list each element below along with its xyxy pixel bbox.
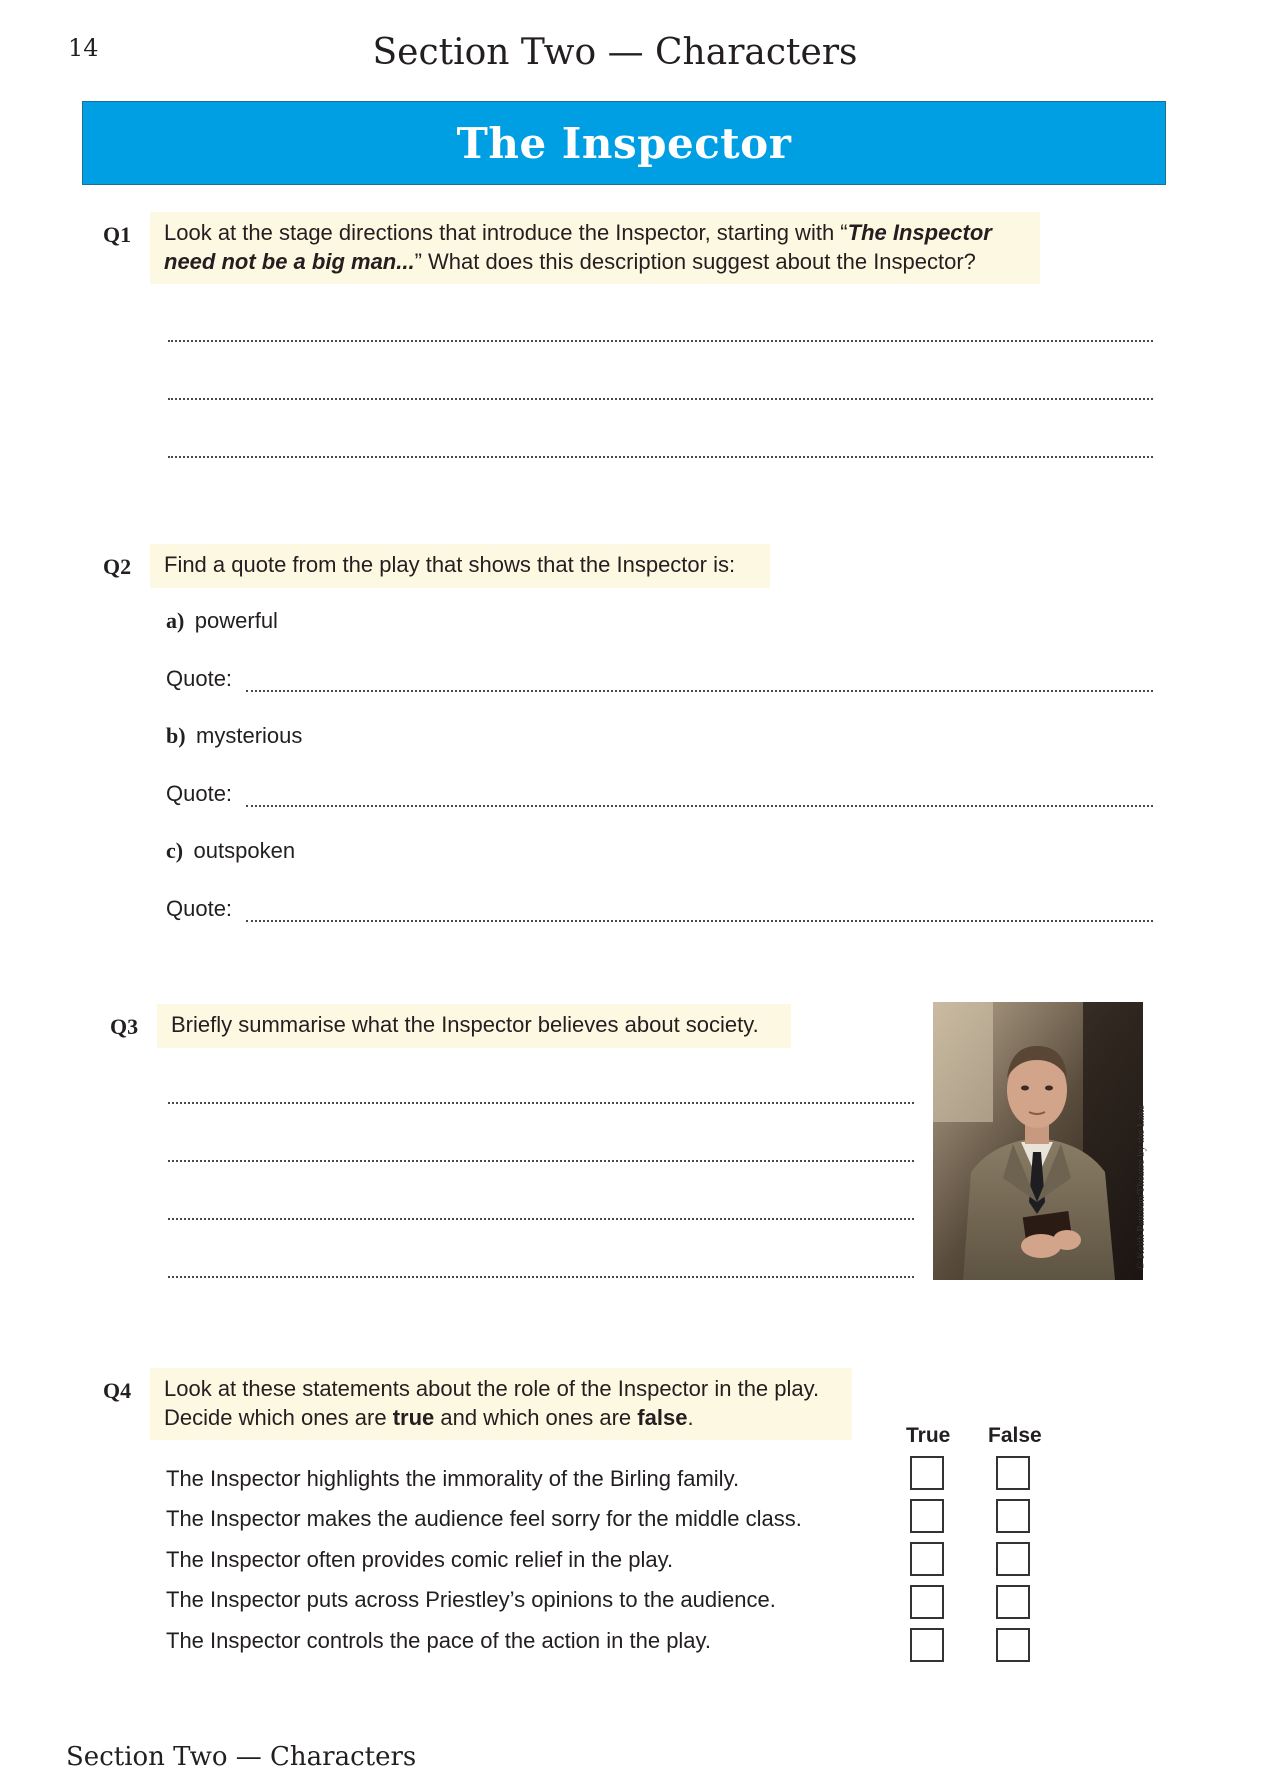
statement-2-true-checkbox[interactable] xyxy=(910,1499,944,1533)
banner-title: The Inspector xyxy=(456,118,792,168)
statement-3-true-checkbox[interactable] xyxy=(910,1542,944,1576)
q2-quote-line-c[interactable] xyxy=(246,920,1153,922)
statement-5-false-checkbox[interactable] xyxy=(996,1628,1030,1662)
q1-label: Q1 xyxy=(103,222,132,247)
q2-option-c-letter: c) xyxy=(166,838,184,863)
q2-option-c-text: outspoken xyxy=(193,838,296,863)
q1-text-emph: The Inspector need not be a big man... xyxy=(164,220,992,274)
page-header-title: Section Two — Characters xyxy=(372,32,858,73)
q3-label: Q3 xyxy=(110,1014,139,1039)
q4-text-line1: Look at these statements about the role of the Inspector in the play. xyxy=(164,1376,820,1401)
q1-text-part1: Look at the stage directions that introduce the Inspector, starting with “ xyxy=(164,220,848,245)
q4-question-box xyxy=(150,1368,852,1440)
photo-credit: © Keith Pattison/Theatre by the Lake xyxy=(1135,1104,1147,1270)
q2-option-a-letter: a) xyxy=(166,608,185,633)
statement-1-false-checkbox[interactable] xyxy=(996,1456,1030,1490)
q2-quote-label-c: Quote: xyxy=(166,896,233,921)
q2-quote-line-a[interactable] xyxy=(246,690,1153,692)
q2-quote-label-b: Quote: xyxy=(166,781,233,806)
q3-text: Briefly summarise what the Inspector believes about society. xyxy=(171,1012,759,1037)
statement-3: The Inspector often provides comic relief in the play. xyxy=(166,1547,674,1572)
inspector-photo xyxy=(933,1002,1143,1280)
q3-answer-line-3[interactable] xyxy=(168,1218,914,1220)
q2-quote-line-b[interactable] xyxy=(246,805,1153,807)
statement-1: The Inspector highlights the immorality of the Birling family. xyxy=(166,1466,740,1491)
q2-option-a xyxy=(166,608,278,634)
q4-label: Q4 xyxy=(103,1378,132,1403)
q3-answer-line-2[interactable] xyxy=(168,1160,914,1162)
statement-3-false-checkbox[interactable] xyxy=(996,1542,1030,1576)
q2-quote-label-a: Quote: xyxy=(166,666,233,691)
q2-text: Find a quote from the play that shows that the Inspector is: xyxy=(164,552,736,577)
q4-false-word: false xyxy=(637,1405,688,1430)
q3-answer-line-1[interactable] xyxy=(168,1102,914,1104)
statement-4-false-checkbox[interactable] xyxy=(996,1585,1030,1619)
q1-answer-line-3[interactable] xyxy=(168,456,1153,458)
statement-4-true-checkbox[interactable] xyxy=(910,1585,944,1619)
statement-2-false-checkbox[interactable] xyxy=(996,1499,1030,1533)
statement-4: The Inspector puts across Priestley’s opinions to the audience. xyxy=(166,1587,776,1612)
q2-option-b xyxy=(166,723,302,749)
q4-true-word: true xyxy=(392,1405,435,1430)
q2-question-box xyxy=(150,544,770,588)
q1-question-box xyxy=(150,212,1040,284)
q1-text-part2: ” What does this description suggest about the Inspector? xyxy=(414,249,976,274)
q2-option-b-letter: b) xyxy=(166,723,186,748)
inspector-photo-svg xyxy=(933,1002,1143,1280)
q1-answer-line-2[interactable] xyxy=(168,398,1153,400)
q2-label: Q2 xyxy=(103,554,132,579)
q2-option-a-text: powerful xyxy=(194,608,278,633)
statement-5-true-checkbox[interactable] xyxy=(910,1628,944,1662)
q3-question-box xyxy=(157,1004,791,1048)
q2-option-c xyxy=(166,838,295,864)
statement-5: The Inspector controls the pace of the action in the play. xyxy=(166,1628,712,1653)
q2-option-b-text: mysterious xyxy=(196,723,303,748)
q3-answer-line-4[interactable] xyxy=(168,1276,914,1278)
title-banner xyxy=(82,101,1166,185)
q4-text-line2: Decide which ones are true and which ones are false. xyxy=(164,1405,694,1430)
statement-1-true-checkbox[interactable] xyxy=(910,1456,944,1490)
q1-answer-line-1[interactable] xyxy=(168,340,1153,342)
page-number: 14 xyxy=(68,34,99,62)
page-footer: Section Two — Characters xyxy=(66,1742,417,1772)
statement-2: The Inspector makes the audience feel sorry for the middle class. xyxy=(166,1506,802,1531)
false-column-header: False xyxy=(988,1424,1042,1447)
true-column-header: True xyxy=(906,1424,951,1447)
